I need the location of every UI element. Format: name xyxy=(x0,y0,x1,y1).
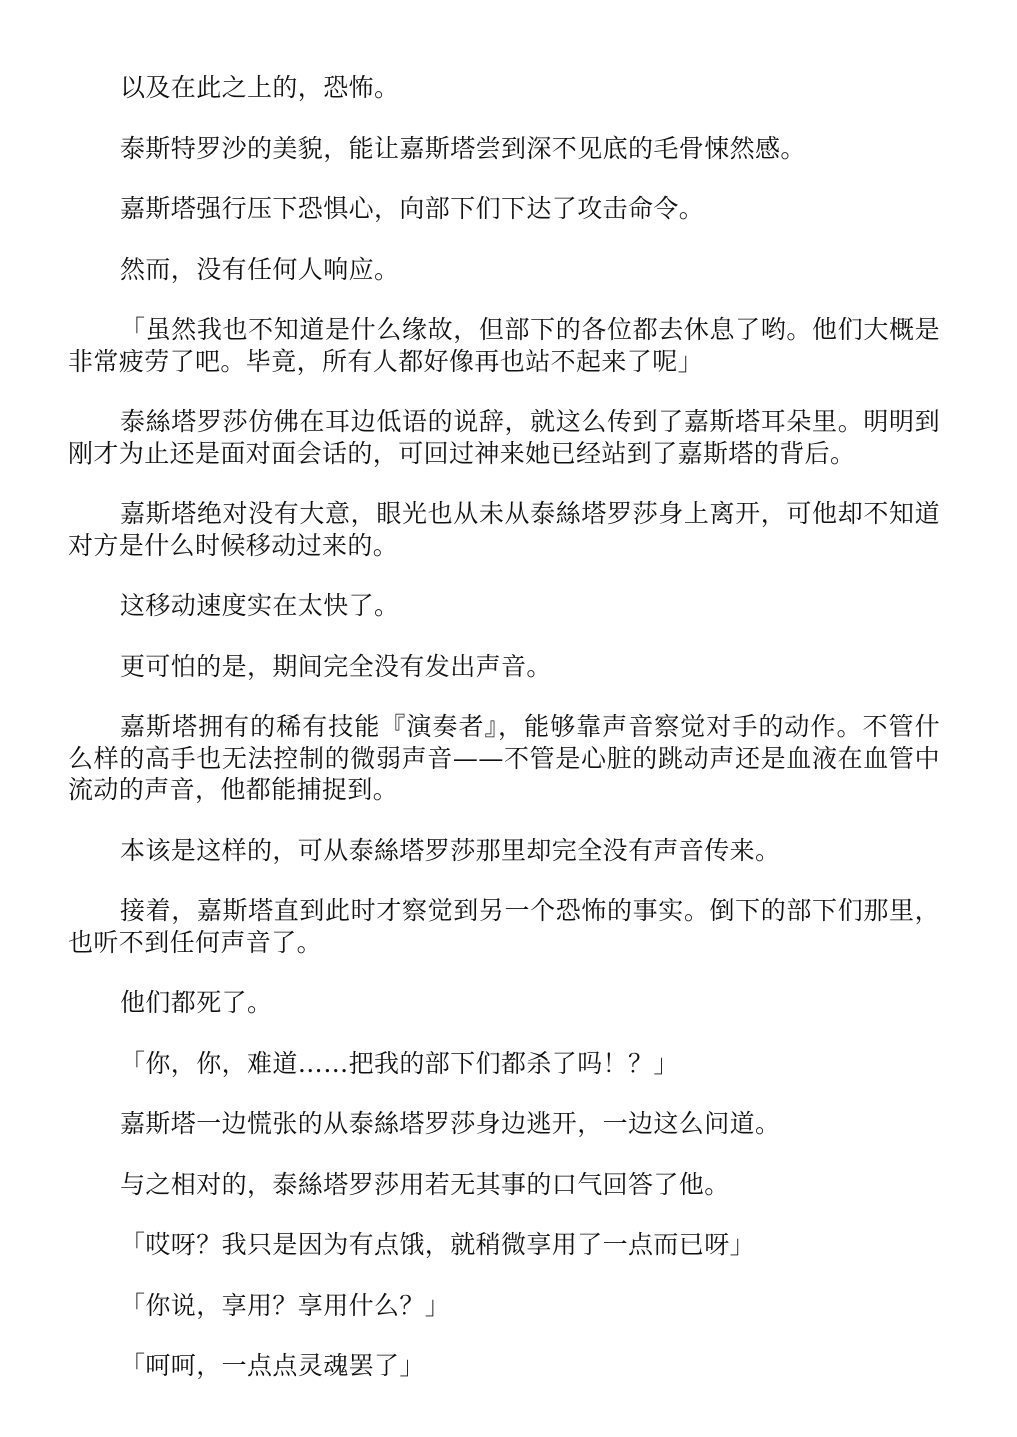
document-page xyxy=(68,72,940,1411)
paragraph: 「你说，享用？享用什么？」 xyxy=(120,1290,451,1320)
paragraph: 「呵呵，一点点灵魂罢了」 xyxy=(120,1351,425,1380)
paragraph: 「虽然我也不知道是什么缘故，但部下的各位都去休息了哟。他们大概是非常疲劳了吧。毕竟，所有人都好像再也站不起来了呢」 xyxy=(68,315,940,376)
paragraph: 这移动速度实在太快了。 xyxy=(120,591,400,620)
paragraph: 嘉斯塔绝对没有大意，眼光也从未从泰絲塔罗莎身上离开，可他却不知道对方是什么时候移动过来的。 xyxy=(68,499,940,560)
paragraph: 更可怕的是，期间完全没有发出声音。 xyxy=(120,651,552,681)
paragraph: 泰斯特罗沙的美貌，能让嘉斯塔尝到深不见底的毛骨悚然感。 xyxy=(120,133,806,163)
paragraph: 接着，嘉斯塔直到此时才察觉到另一个恐怖的事实。倒下的部下们那里，也听不到任何声音了。 xyxy=(68,896,940,957)
paragraph: 然而，没有任何人响应。 xyxy=(120,254,400,284)
paragraph: 「你，你，难道……把我的部下们都杀了吗！？」 xyxy=(120,1048,679,1078)
paragraph: 「哎呀？我只是因为有点饿，就稍微享用了一点而已呀」 xyxy=(120,1230,756,1259)
paragraph: 本该是这样的，可从泰絲塔罗莎那里却完全没有声音传来。 xyxy=(120,835,781,865)
paragraph: 嘉斯塔强行压下恐惧心，向部下们下达了攻击命令。 xyxy=(120,194,705,223)
paragraph: 嘉斯塔一边慌张的从泰絲塔罗莎身边逃开，一边这么问道。 xyxy=(120,1109,781,1138)
paragraph: 泰絲塔罗莎仿佛在耳边低语的说辞，就这么传到了嘉斯塔耳朵里。明明到刚才为止还是面对面会话的，可回过神来她已经站到了嘉斯塔的背后。 xyxy=(68,407,940,468)
paragraph: 与之相对的，泰絲塔罗莎用若无其事的口气回答了他。 xyxy=(120,1169,730,1199)
paragraph: 他们都死了。 xyxy=(120,988,273,1017)
paragraph: 以及在此之上的，恐怖。 xyxy=(120,73,400,102)
paragraph: 嘉斯塔拥有的稀有技能『演奏者』，能够靠声音察觉对手的动作。不管什么样的高手也无法控制的微弱声音——不管是心脏的跳动声还是血液在血管中流动的声音，他都能捕捉到。 xyxy=(68,712,940,804)
